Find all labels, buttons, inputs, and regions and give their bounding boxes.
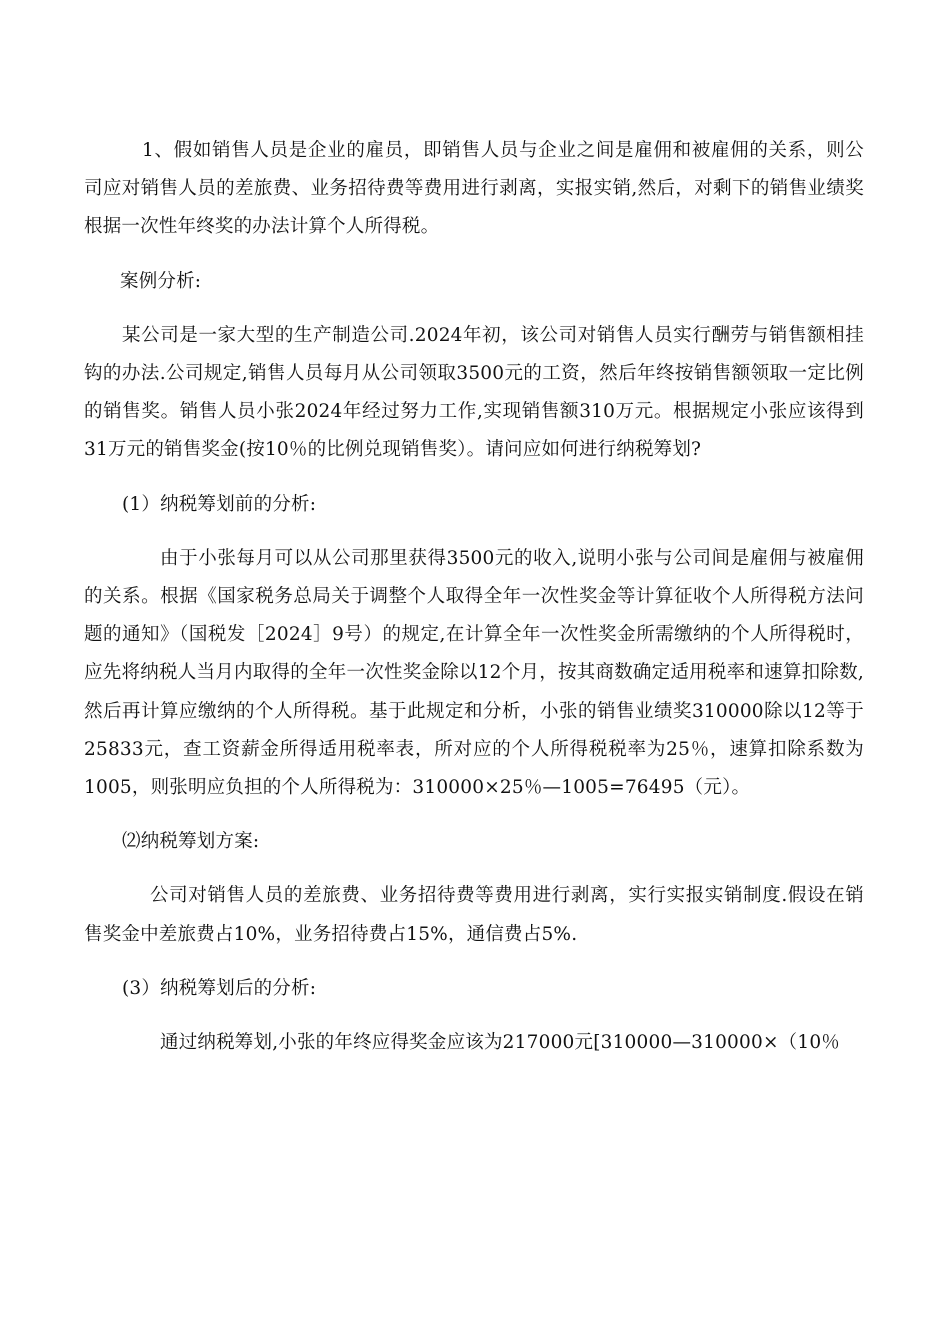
paragraph-post-planning-analysis: 通过纳税筹划,小张的年终应得奖金应该为217000元[310000—310000×（10％ [160,1032,841,1054]
heading-post-planning-analysis: (3）纳税筹划后的分析: [122,977,317,999]
paragraph-planning-scheme: 公司对销售人员的差旅费、业务招待费等费用进行剥离，实行实报实销制度.假设在销售奖金中差旅费占10%，业务招待费占15%，通信费占5%. [84,885,864,945]
document-body [84,132,864,1062]
heading-pre-planning-analysis: (1）纳税筹划前的分析: [122,493,317,515]
paragraph-case-description: 某公司是一家大型的生产制造公司.2024年初，该公司对销售人员实行酬劳与销售额相挂钩的办法.公司规定,销售人员每月从公司领取3500元的工资，然后年终按销售额领取一定比例的销售奖。销售人员小张2024年经过努力工作,实现销售额310万元。根据规定小张应该得到31万元的销售奖金(按10％的比例兑现销售奖）。请问应如何进行纳税筹划? [84,324,864,461]
paragraph-pre-planning-analysis: 由于小张每月可以从公司那里获得3500元的收入,说明小张与公司间是雇佣与被雇佣的关系。根据《国家税务总局关于调整个人取得全年一次性奖金等计算征收个人所得税方法问题的通知》（国税发［2024］9号）的规定,在计算全年一次性奖金所需缴纳的个人所得税时，应先将纳税人当月内取得的全年一次性奖金除以12个月，按其商数确定适用税率和速算扣除数,然后再计算应缴纳的个人所得税。基于此规定和分析，小张的销售业绩奖310000除以12等于25833元，查工资薪金所得适用税率表，所对应的个人所得税税率为25％，速算扣除系数为1005，则张明应负担的个人所得税为：310000×25％—1005=76495（元）。 [84,547,864,799]
paragraph-point-1: 1、假如销售人员是企业的雇员，即销售人员与企业之间是雇佣和被雇佣的关系，则公司应对销售人员的差旅费、业务招待费等费用进行剥离，实报实销,然后，对剩下的销售业绩奖根据一次性年终奖的办法计算个人所得税。 [84,140,864,238]
heading-planning-scheme: ⑵纳税筹划方案: [122,831,260,853]
heading-case-analysis: 案例分析: [120,270,202,292]
